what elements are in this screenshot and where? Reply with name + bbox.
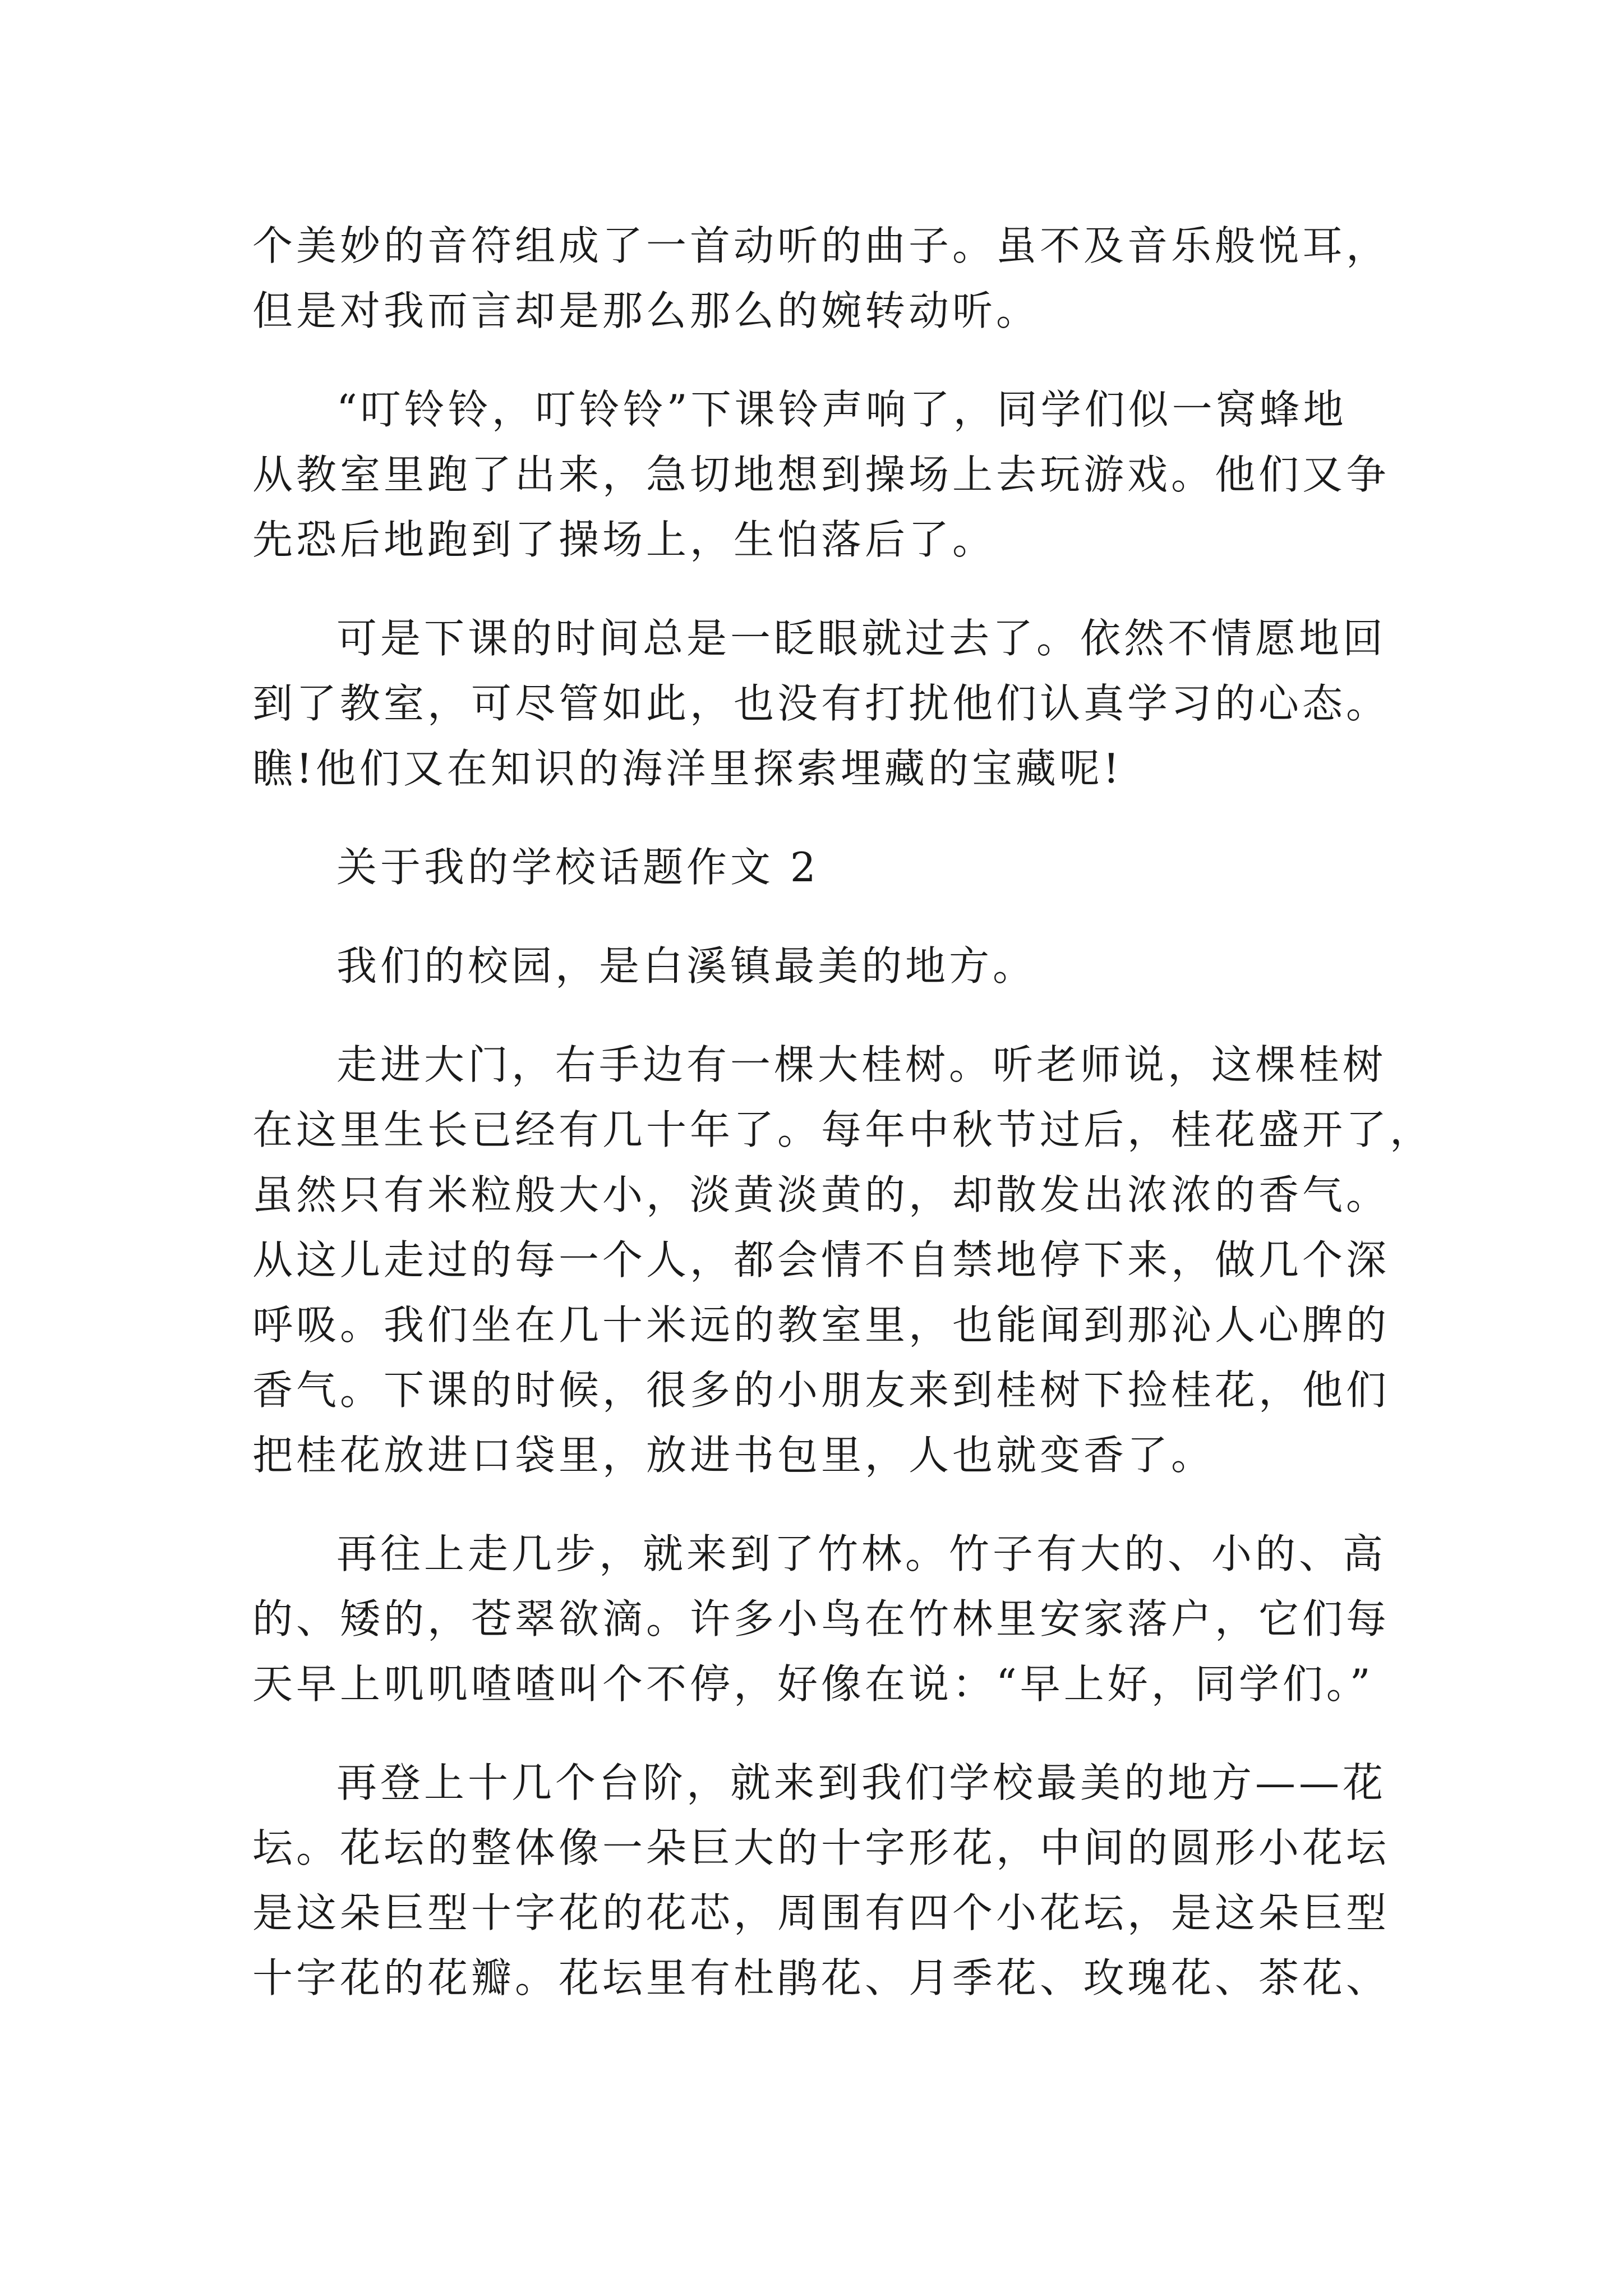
text-line: 是这朵巨型十字花的花芯，周围有四个小花坛，是这朵巨型 (252, 1889, 1390, 1936)
text-line: 瞧!他们又在知识的海洋里探索埋藏的宝藏呢! (252, 745, 1123, 792)
text-line: 坛。花坛的整体像一朵巨大的十字形花，中间的圆形小花坛 (252, 1824, 1390, 1871)
paragraph-start-line: 我们的校园，是白溪镇最美的地方。 (336, 942, 1037, 990)
text-line: 从教室里跑了出来，急切地想到操场上去玩游戏。他们又争 (252, 451, 1390, 498)
text-line: 香气。下课的时候，很多的小朋友来到桂树下捡桂花，他们 (252, 1366, 1390, 1414)
text-line: 先恐后地跑到了操场上，生怕落后了。 (252, 516, 997, 563)
text-line: 把桂花放进口袋里，放进书包里，人也就变香了。 (252, 1432, 1215, 1479)
text-line: 但是对我而言却是那么那么的婉转动听。 (252, 287, 1040, 334)
text-line: 到了教室，可尽管如此，也没有打扰他们认真学习的心态。 (252, 680, 1390, 727)
paragraph-start-line: 再登上十几个台阶，就来到我们学校最美的地方——花 (336, 1759, 1387, 1806)
paragraph-start-line: 再往上走几步，就来到了竹林。竹子有大的、小的、高 (336, 1530, 1387, 1577)
text-line: 虽然只有米粒般大小，淡黄淡黄的，却散发出浓浓的香气。 (252, 1171, 1390, 1218)
text-line: 十字花的花瓣。花坛里有杜鹃花、月季花、玫瑰花、茶花、 (252, 1954, 1390, 2001)
text-line: 的、矮的，苍翠欲滴。许多小鸟在竹林里安家落户，它们每 (252, 1595, 1390, 1642)
paragraph-start-line: 可是下课的时间总是一眨眼就过去了。依然不情愿地回 (336, 615, 1387, 662)
document-body (252, 213, 1434, 2010)
section-heading: 关于我的学校话题作文 2 (336, 844, 819, 891)
text-line: 个美妙的音符组成了一首动听的曲子。虽不及音乐般悦耳， (252, 222, 1390, 269)
paragraph-start-line: 走进大门，右手边有一棵大桂树。听老师说，这棵桂树 (336, 1041, 1387, 1088)
paragraph-start-line: “叮铃铃，叮铃铃”下课铃声响了，同学们似一窝蜂地 (336, 386, 1347, 433)
text-line: 从这儿走过的每一个人，都会情不自禁地停下来，做几个深 (252, 1236, 1390, 1283)
text-line: 在这里生长已经有几十年了。每年中秋节过后，桂花盛开了， (252, 1106, 1434, 1153)
text-line: 呼吸。我们坐在几十米远的教室里，也能闻到那沁人心脾的 (252, 1301, 1390, 1349)
text-line: 天早上叽叽喳喳叫个不停，好像在说：“早上好，同学们。” (252, 1660, 1374, 1708)
